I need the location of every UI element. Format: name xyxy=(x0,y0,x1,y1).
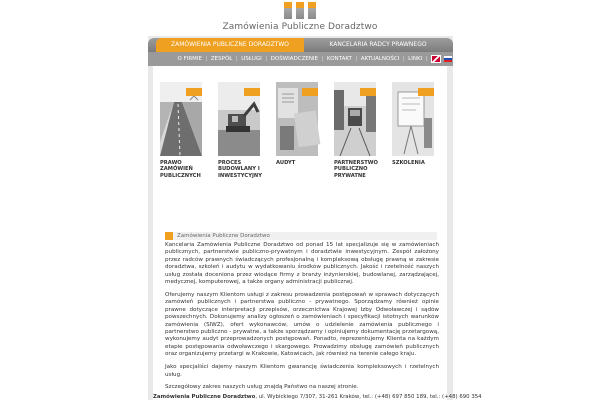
paragraph: Jako specjaliści dajemy naszym Klientom gwarancję świadczenia kompleksowych i rzetelnych usług. xyxy=(165,364,439,378)
nav-kontakt[interactable]: KONTAKT xyxy=(326,56,352,62)
nav-separator: | xyxy=(425,56,428,62)
tab-zamowienia[interactable]: ZAMÓWIENIA PUBLICZNE DORADZTWO xyxy=(156,38,304,52)
tile-label: AUDYT xyxy=(276,160,296,166)
nav-doswiadczenie[interactable]: DOŚWIADCZENIE xyxy=(270,56,319,62)
tile-szkolenia[interactable] xyxy=(392,82,434,210)
tile-accent xyxy=(186,88,202,96)
footer-address: , ul. Wybickiego 7/307, 31-261 Kraków, tel.: (+48) 697 850 189, tel.: (+48) 690 354 xyxy=(255,394,482,400)
intro-text xyxy=(165,242,439,397)
nav-uslugi[interactable]: USŁUGI xyxy=(241,56,262,62)
tile-label: PARTNERSTWO PUBLICZNO PRYWATNE xyxy=(334,160,378,179)
tile-audyt[interactable] xyxy=(276,82,318,210)
main-nav xyxy=(148,52,453,66)
footer-company: Zamówienia Publiczne Doradztwo xyxy=(153,394,256,400)
section-title: Zamówienia Publiczne Doradztwo xyxy=(177,233,270,239)
tile-accent xyxy=(360,88,376,96)
tile-proces-budowlany[interactable] xyxy=(218,82,260,210)
nav-aktualnosci[interactable]: AKTUALNOŚCI xyxy=(360,56,400,62)
nav-linki[interactable]: LINKI xyxy=(408,56,423,62)
tile-prawo-zamowien[interactable] xyxy=(160,82,202,210)
paragraph: Szczegółowy zakres naszych usług znajdą Państwo na naszej stronie. xyxy=(165,384,359,391)
paragraph: Oferujemy naszym Klientom usługi z zakresu prowadzenia postępowań w sprawach dotyczących zamówień publicznych i partnerstwa publiczno - prywatnego. Sporządzamy również opinie prawne dotyczące interpretacji przepisów, orzecznictwa Krajowej Izby Odwoławczej i sądów powszechnych. Dokonujemy analizy ogłoszeń o zamówieniach i specyfikacji istotnych warunków zamówienia (SIWZ), ofert wykonawców, umów o udzielenie zamówienia publicznego i partnerstwo publiczno - prywatne, a także sporządzamy i opiniujemy dokumentację przetargową, wykonujemy audyt przeprowadzonych postępowań. Ponadto, reprezentujemy Klienta na każdym etapie postępowania odwoławczego i skargowego. Prowadzimy obsługę zamówień publicznych oraz organizujemy przetargi w Krakowie, Katowicach, jak również na terenie całego kraju. xyxy=(165,291,439,358)
tile-label: PROCES BUDOWLANY I INWESTYCYJNY xyxy=(218,160,262,179)
footer xyxy=(153,394,482,400)
nav-separator: | xyxy=(321,56,324,62)
english-flag-icon[interactable] xyxy=(432,56,440,62)
nav-separator: | xyxy=(265,56,268,62)
nav-zespol[interactable]: ZESPÓŁ xyxy=(210,56,233,62)
tile-accent xyxy=(418,88,434,96)
tile-partnerstwo[interactable] xyxy=(334,82,376,210)
logo-text: Zamówienia Publiczne Doradztwo xyxy=(222,22,378,32)
header-tabs xyxy=(148,38,453,52)
russian-flag-icon[interactable] xyxy=(444,56,452,62)
nav-separator: | xyxy=(235,56,238,62)
nav-separator: | xyxy=(205,56,208,62)
nav-separator: | xyxy=(355,56,358,62)
section-accent xyxy=(165,232,173,240)
tile-label: SZKOLENIA xyxy=(392,160,425,166)
tile-accent xyxy=(302,88,318,96)
tile-accent xyxy=(244,88,260,96)
paragraph: Kancelaria Zamówienia Publiczne Doradztwo od ponad 15 lat specjalizuje się w zamówieniach publicznych, partnerstwie publiczno-prywatnym i doradztwie inwestycyjnym. Zespół założony przez radców prawnych świadczących profesjonalną i kompleksową obsługę prawną w zakresie doradztwa, szkoleń i audytu w wydatkowaniu środków publicznych. Jakość i rzetelność naszych usług została doceniona przez wiodące firmy z branży inżynierskiej, budowlanej, zarządzającej, medycznej, komputerowej, a także organy administracji publicznej. xyxy=(165,242,439,286)
tile-label: PRAWO ZAMÓWIEŃ PUBLICZNYCH xyxy=(160,160,201,179)
site-logo[interactable] xyxy=(0,0,600,36)
nav-o-firmie[interactable]: O FIRMIE xyxy=(177,56,203,62)
nav-separator: | xyxy=(402,56,405,62)
tab-kancelaria[interactable]: KANCELARIA RADCY PRAWNEGO xyxy=(329,41,427,48)
logo-columns-icon xyxy=(284,2,316,20)
main-content xyxy=(153,66,447,400)
section-header xyxy=(165,232,437,240)
